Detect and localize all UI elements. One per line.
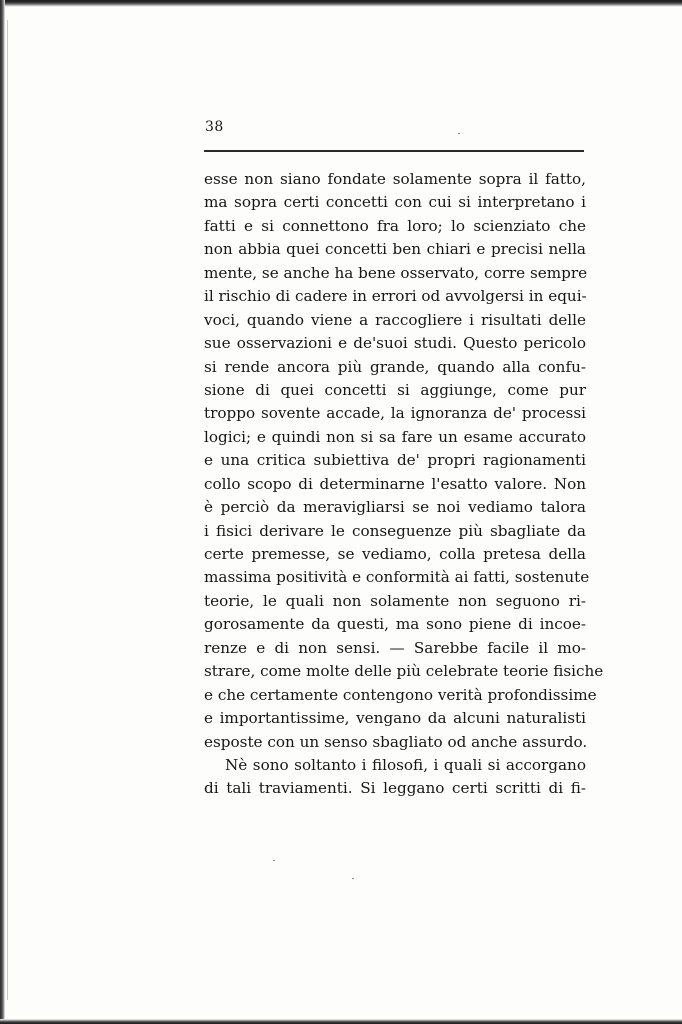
- page-number: 38: [205, 119, 224, 135]
- scan-bottom-edge: [0, 1019, 682, 1024]
- text-line: certe premesse, se vediamo, colla pretesa della: [204, 545, 586, 563]
- scan-speck: [458, 133, 460, 134]
- text-line: teorie, le quali non solamente non seguono ri-: [204, 591, 586, 610]
- header-rule: [204, 150, 584, 152]
- scan-top-edge: [0, 0, 682, 7]
- text-line: non abbia quei concetti ben chiari e precisi nella: [204, 240, 586, 259]
- scan-left-edge: [0, 0, 5, 1024]
- text-line: sue osservazioni e de'suoi studi. Questo pericolo: [204, 334, 586, 353]
- scan-speck: [273, 860, 275, 861]
- body-text: [204, 168, 604, 801]
- text-line: esposte con un senso sbagliato od anche assurdo.: [204, 732, 588, 751]
- text-line: fatti e si connettono fra loro; lo scienziato che: [204, 216, 586, 235]
- text-line: si rende ancora più grande, quando alla confu-: [204, 357, 586, 376]
- text-line: voci, quando viene a raccogliere i risultati delle: [204, 310, 586, 329]
- text-line: e che certamente contengono verità profondissime: [204, 685, 597, 704]
- text-line: troppo sovente accade, la ignoranza de' processi: [204, 404, 586, 423]
- text-line: e importantissime, vengano da alcuni naturalisti: [204, 709, 586, 728]
- text-line: sione di quei concetti si aggiunge, come pur: [204, 380, 586, 399]
- text-line: logici; e quindi non si sa fare un esame accurato: [204, 427, 586, 446]
- text-line: massima positività e conformità ai fatti, sostenute: [204, 568, 590, 587]
- text-line: è perciò da meravigliarsi se noi vediamo talora: [204, 498, 586, 517]
- scan-speck: [352, 878, 354, 879]
- text-line: i fisici derivare le conseguenze più sbagliate da: [204, 521, 586, 540]
- text-line: ma sopra certi concetti con cui si interpretano i: [204, 193, 586, 212]
- text-line: strare, come molte delle più celebrate teorie fisiche: [204, 662, 604, 681]
- text-line-paragraph-start: Nè sono soltanto i filosofi, i quali si accorgano: [225, 755, 586, 774]
- text-line: il rischio di cadere in errori od avvolgersi in equi-: [204, 287, 587, 306]
- text-line: di tali traviamenti. Si leggano certi scritti di fi-: [204, 779, 586, 798]
- text-line: mente, se anche ha bene osservato, corre sempre: [204, 263, 588, 282]
- text-line: esse non siano fondate solamente sopra il fatto,: [204, 170, 586, 188]
- text-line: renze e di non sensi. — Sarebbe facile il mo-: [204, 638, 586, 657]
- text-line: gorosamente da questi, ma sono piene di incoe-: [204, 615, 586, 634]
- text-line: e una critica subiettiva de' propri ragionamenti: [204, 451, 586, 470]
- text-line: collo scopo di determinarne l'esatto valore. Non: [204, 474, 586, 493]
- scan-left-shadow: [7, 20, 8, 1000]
